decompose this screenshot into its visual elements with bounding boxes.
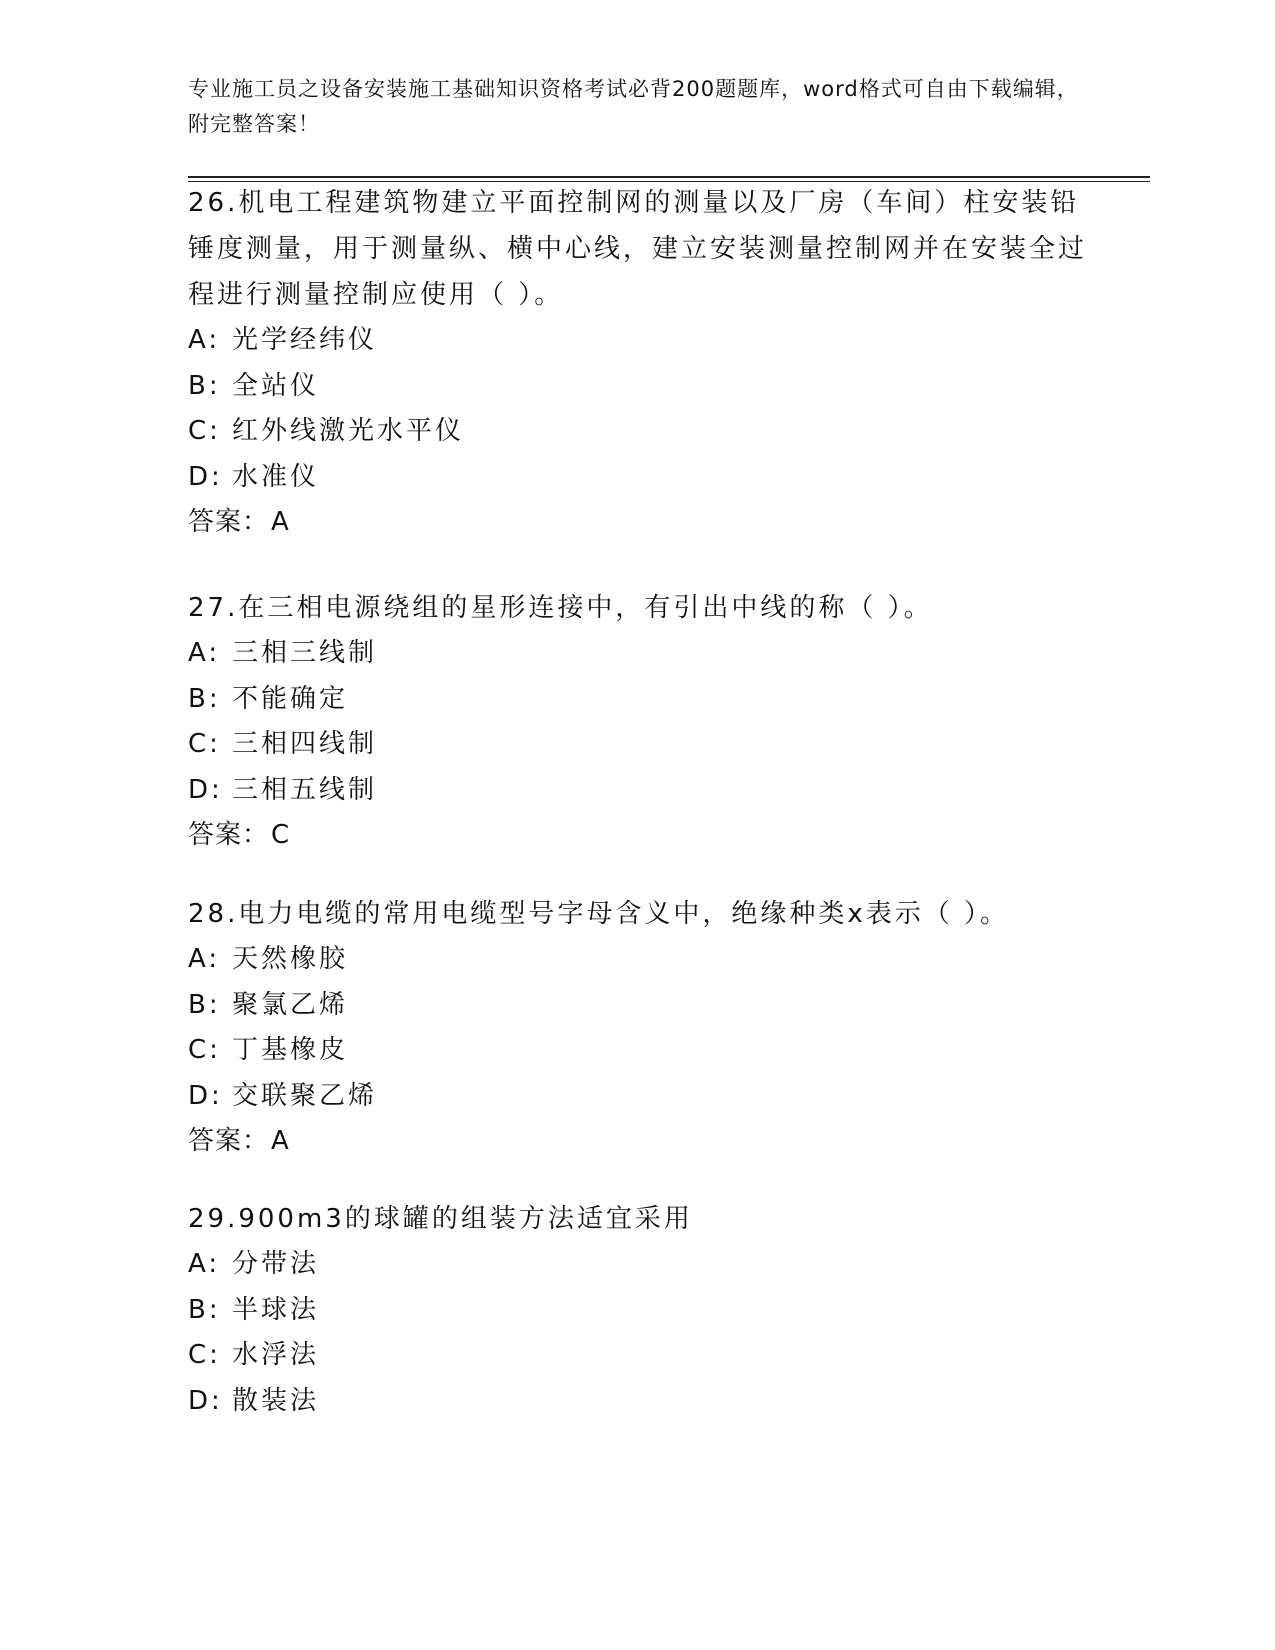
answer-value: A (271, 507, 290, 537)
question-stem: 27.在三相电源绕组的星形连接中，有引出中线的称（ ）。 (188, 593, 933, 623)
option-c (188, 722, 1088, 768)
option-text: 光学经纬仪 (232, 325, 378, 355)
option-d (188, 1074, 1088, 1120)
option-a (188, 631, 1088, 677)
option-text: 半球法 (232, 1294, 320, 1325)
option-d (188, 455, 1088, 501)
answer-value: C (271, 820, 291, 850)
answer-label: 答案： (188, 507, 270, 537)
option-a (188, 937, 1088, 983)
option-text: 全站仪 (232, 370, 320, 401)
answer-label: 答案： (188, 1126, 270, 1156)
option-letter: C: (188, 1035, 221, 1065)
option-b (188, 677, 1088, 723)
answer-value: A (271, 1126, 290, 1156)
option-text: 水浮法 (232, 1340, 320, 1370)
header-divider-thick (188, 176, 1150, 178)
option-letter: C: (188, 1340, 221, 1370)
option-letter: A: (188, 944, 221, 974)
option-text: 三相五线制 (232, 774, 378, 805)
question-28 (188, 891, 1088, 1165)
option-c (188, 409, 1088, 455)
option-b (188, 983, 1088, 1029)
option-text: 红外线激光水平仪 (232, 416, 465, 446)
option-text: 三相四线制 (232, 729, 378, 759)
option-letter: C: (188, 416, 221, 446)
option-b (188, 1288, 1088, 1334)
option-c (188, 1028, 1088, 1074)
answer-line (188, 1119, 1088, 1165)
option-letter: A: (188, 638, 221, 668)
option-a (188, 318, 1088, 364)
option-letter: B: (188, 1294, 221, 1325)
option-d (188, 768, 1088, 814)
option-letter: C: (188, 729, 221, 759)
question-26 (188, 180, 1088, 546)
option-text: 水准仪 (232, 461, 320, 492)
option-text: 交联聚乙烯 (232, 1080, 378, 1111)
option-c (188, 1333, 1088, 1379)
option-letter: D: (188, 1080, 223, 1111)
option-letter: B: (188, 989, 221, 1020)
option-letter: D: (188, 461, 223, 492)
option-letter: D: (188, 774, 223, 805)
answer-label: 答案： (188, 820, 270, 850)
option-text: 分带法 (232, 1249, 320, 1279)
option-text: 散装法 (232, 1385, 320, 1416)
option-text: 聚氯乙烯 (232, 989, 349, 1020)
document-header: 专业施工员之设备安装施工基础知识资格考试必背200题题库，word格式可自由下载编辑，附完整答案！ (188, 77, 1079, 136)
option-text: 不能确定 (232, 683, 349, 714)
option-letter: A: (188, 1249, 221, 1279)
question-29 (188, 1196, 1088, 1424)
option-b (188, 364, 1088, 410)
question-stem: 28.电力电缆的常用电缆型号字母含义中，绝缘种类x表示（ ）。 (188, 899, 1010, 929)
answer-line (188, 813, 1088, 859)
option-letter: B: (188, 683, 221, 714)
option-text: 丁基橡皮 (232, 1035, 349, 1065)
option-text: 三相三线制 (232, 638, 378, 668)
question-27 (188, 585, 1088, 859)
option-text: 天然橡胶 (232, 944, 349, 974)
answer-line (188, 500, 1088, 546)
question-stem: 29.900m3的球罐的组装方法适宜采用 (188, 1204, 693, 1234)
option-letter: B: (188, 370, 221, 401)
option-a (188, 1242, 1088, 1288)
option-d (188, 1379, 1088, 1425)
question-stem: 26.机电工程建筑物建立平面控制网的测量以及厂房（车间）柱安装铅锤度测量，用于测量纵、横中心线，建立安装测量控制网并在安装全过程进行测量控制应使用（ ）。 (188, 188, 1088, 310)
option-letter: A: (188, 325, 221, 355)
option-letter: D: (188, 1385, 223, 1416)
